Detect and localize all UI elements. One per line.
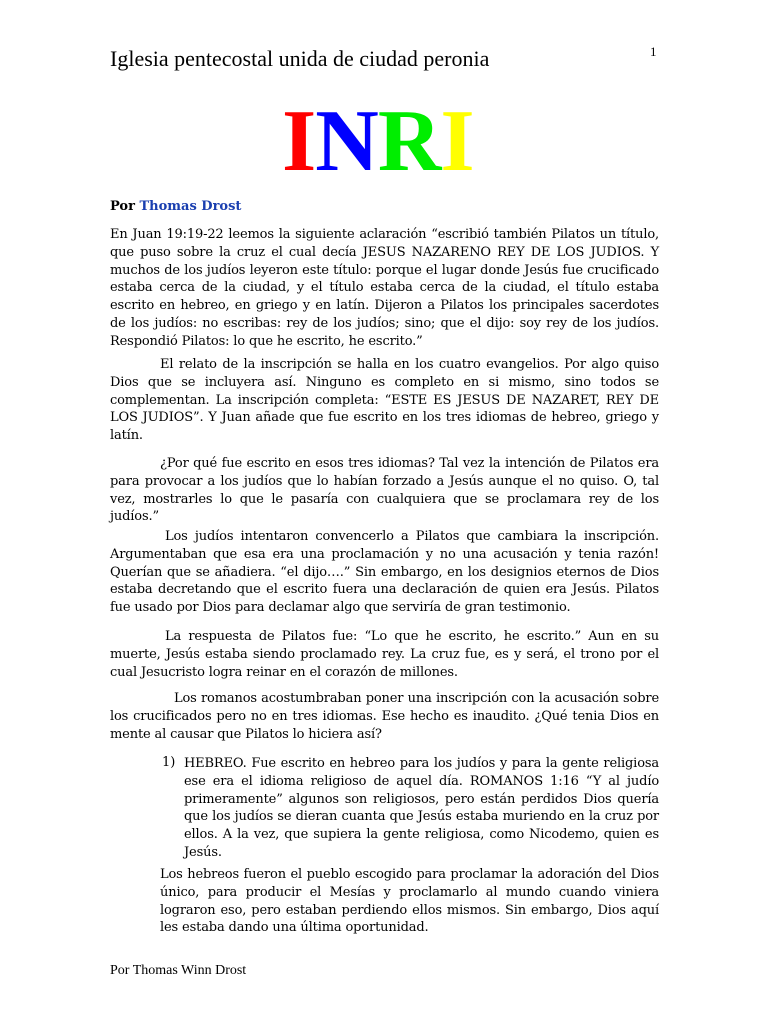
- title-letter-4: I: [440, 93, 474, 190]
- title-letter-1: I: [282, 93, 316, 190]
- byline-author: Thomas Drost: [139, 199, 242, 214]
- paragraph-2: El relato de la inscripción se halla en los cuatro evangelios. Por algo quiso Dios que se incluyera así. Ninguno es completo en si mismo, sino todos se complementan. La inscripción completa: “ESTE ES JESUS DE NAZARET, REY DE LOS JUDIOS”. Y Juan añade que fue escrito en los tres idiomas de hebreo, griego y latín.: [110, 357, 659, 444]
- byline: [110, 199, 241, 214]
- footer: Por Thomas Winn Drost: [110, 963, 247, 978]
- paragraph-4: Los judíos intentaron convencerlo a Pilatos que cambiara la inscripción. Argumentaban que esa era una proclamación y no una acusación y tenia razón! Querían que se añadiera. “el dijo….” Sin embargo, en los designios eternos de Dios estaba decretando que el escrito fuera una declaración de quien era Jesús. Pilatos fue usado por Dios para declamar algo que serviría de gran testimonio.: [110, 529, 659, 616]
- list-item-hebreo: HEBREO. Fue escrito en hebreo para los judíos y para la gente religiosa ese era el idioma religioso de aquel día. ROMANOS 1:16 “Y al judío primeramente” algunos son religiosos, pero están perdidos Dios quería que los judíos se dieran cuanta que Jesús estaba muriendo en la cruz por ellos. A la vez, que supiera la gente religiosa, como Nicodemo, quien es Jesús.: [184, 756, 659, 860]
- byline-prefix: Por: [110, 199, 135, 214]
- list-marker: 1): [162, 755, 176, 770]
- header-title: Iglesia pentecostal unida de ciudad peronia: [110, 46, 490, 71]
- paragraph-1: En Juan 19:19-22 leemos la siguiente aclaración “escribió también Pilatos un título, que puso sobre la cruz el cual decía JESUS NAZARENO REY DE LOS JUDIOS. Y muchos de los judíos leyeron este título: porque el lugar donde Jesús fue crucificado estaba cerca de la ciudad, y el título estaba cerca de la ciudad, el título estaba escrito en hebreo, en griego y en latín. Dijeron a Pilatos los principales sacerdotes de los judíos: no escribas: rey de los judíos; sino; que el dijo: soy rey de los judíos. Respondió Pilatos: lo que he escrito, he escrito.”: [110, 227, 659, 349]
- title-letter-2: N: [315, 93, 378, 190]
- paragraph-3: ¿Por qué fue escrito en esos tres idiomas? Tal vez la intención de Pilatos era para provocar a los judíos que lo habían forzado a Jesús aunque el no quiso. O, tal vez, mostrarles lo que le pasaría con cualquiera que se proclamara rey de los judíos.”: [110, 456, 659, 525]
- paragraph-5: La respuesta de Pilatos fue: “Lo que he escrito, he escrito.” Aun en su muerte, Jesús estaba siendo proclamado rey. La cruz fue, es y será, el trono por el cual Jesucristo logra reinar en el corazón de millones.: [110, 629, 659, 680]
- closing-paragraph: Los hebreos fueron el pueblo escogido para proclamar la adoración del Dios único, para producir el Mesías y proclamarlo al mundo cuando viniera lograron eso, pero estaban perdiendo ellos mismos. Sin embargo, Dios aquí les estaba dando una última oportunidad.: [160, 867, 659, 936]
- page-number: 1: [650, 44, 657, 59]
- paragraph-6: Los romanos acostumbraban poner una inscripción con la acusación sobre los crucificados pero no en tres idiomas. Ese hecho es inaudito. ¿Qué tenia Dios en mente al causar que Pilatos lo hiciera así?: [110, 691, 659, 742]
- main-title: [282, 92, 474, 192]
- title-letter-3: R: [377, 93, 441, 190]
